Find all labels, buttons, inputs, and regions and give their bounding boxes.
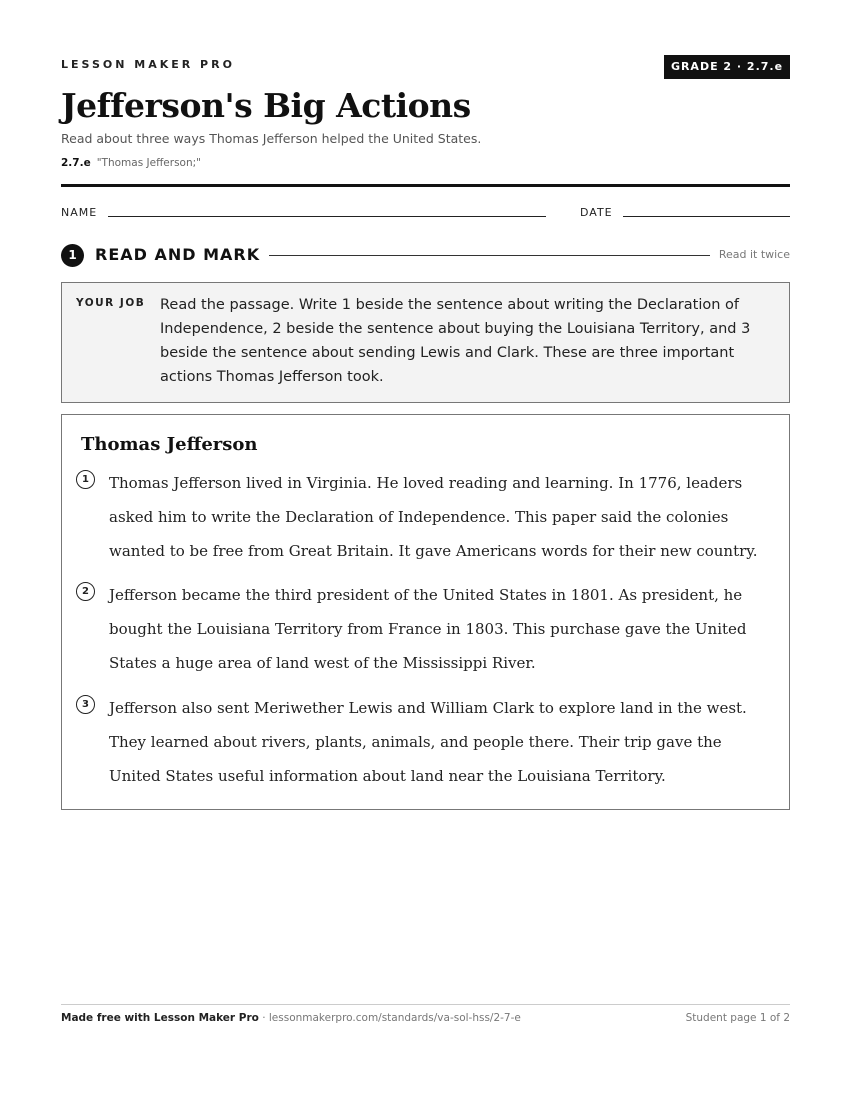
footer-page-number: Student page 1 of 2 <box>685 1012 790 1024</box>
standard-reference <box>61 157 201 169</box>
name-field[interactable] <box>108 216 546 217</box>
instructions-box <box>61 282 790 403</box>
page-title: Jefferson's Big Actions <box>61 86 471 125</box>
paragraph-number-icon: 3 <box>76 695 95 714</box>
section-divider <box>269 255 710 256</box>
date-label: DATE <box>580 206 613 219</box>
standard-text: "Thomas Jefferson;" <box>96 157 201 169</box>
header-divider <box>61 184 790 187</box>
paragraph-text: Jefferson also sent Meriwether Lewis and William Clark to explore land in the west. They learned about rivers, plants, animals, and people there. Their trip gave the United States useful information about land near the Louisiana Territory. <box>109 699 747 785</box>
footer-made-with: Made free with Lesson Maker Pro <box>61 1012 259 1024</box>
reading-passage <box>61 414 790 810</box>
footer-url[interactable]: lessonmakerpro.com/standards/va-sol-hss/2-7-e <box>268 1012 521 1024</box>
grade-badge: GRADE 2 · 2.7.e <box>664 55 790 79</box>
passage-title: Thomas Jefferson <box>81 434 258 455</box>
page-subtitle: Read about three ways Thomas Jefferson helped the United States. <box>61 131 482 146</box>
brand-name: LESSON MAKER PRO <box>61 58 235 71</box>
worksheet-page <box>61 0 790 1100</box>
paragraph-text: Thomas Jefferson lived in Virginia. He loved reading and learning. In 1776, leaders asked him to write the Declaration of Independence. This paper said the colonies wanted to be free from Great Britain. It gave Americans words for their new country. <box>109 474 758 560</box>
paragraph-number-icon: 2 <box>76 582 95 601</box>
instructions-text: Read the passage. Write 1 beside the sentence about writing the Declaration of Independence, 2 beside the sentence about buying the Louisiana Territory, and 3 beside the sentence about sending Lewis and Clark. These are three important actions Thomas Jefferson took. <box>160 297 751 385</box>
footer-credit <box>61 1012 521 1024</box>
date-field[interactable] <box>623 216 790 217</box>
name-label: NAME <box>61 206 98 219</box>
footer-separator: · <box>258 1012 269 1024</box>
paragraph-number-icon: 1 <box>76 470 95 489</box>
instructions-label: YOUR JOB <box>76 297 146 309</box>
standard-code: 2.7.e <box>61 157 91 169</box>
section-title: READ AND MARK <box>95 245 261 264</box>
section-number-badge: 1 <box>61 244 84 267</box>
paragraph-text: Jefferson became the third president of the United States in 1801. As president, he bought the Louisiana Territory from France in 1803. This purchase gave the United States a huge area of land west of the Mississippi River. <box>109 586 747 672</box>
footer-divider <box>61 1004 790 1005</box>
section-hint: Read it twice <box>718 248 790 261</box>
